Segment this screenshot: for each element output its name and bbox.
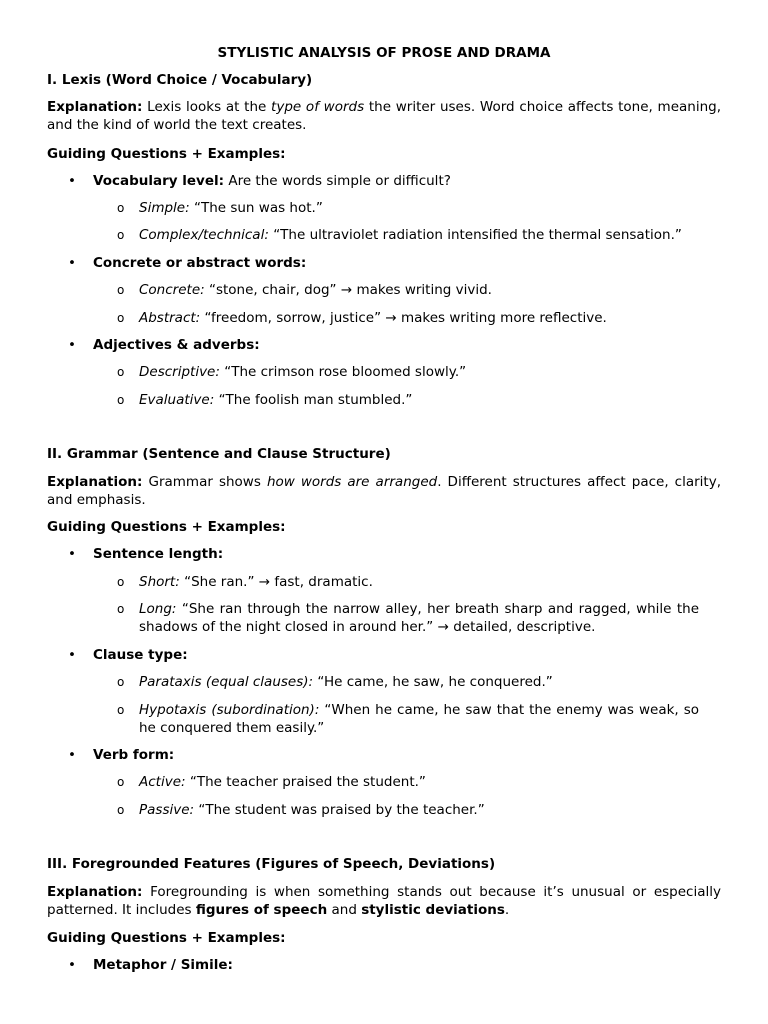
term: Parataxis (equal clauses): — [139, 674, 314, 690]
bullet-label: Verb form: — [93, 747, 175, 763]
bullet-label: Concrete or abstract words: — [93, 255, 307, 271]
circle-bullet-icon: o — [117, 311, 125, 325]
term: Hypotaxis (subordination): — [139, 702, 320, 718]
effect: fast, dramatic. — [274, 574, 373, 590]
bullet-label: Clause type: — [93, 647, 188, 663]
bullet-label: Sentence length: — [93, 546, 224, 562]
bullet-icon: • — [68, 647, 76, 663]
bullet-icon: • — [68, 747, 76, 763]
circle-bullet-icon: o — [117, 775, 125, 789]
bullet-icon: • — [68, 255, 76, 271]
document-title: STYLISTIC ANALYSIS OF PROSE AND DRAMA — [217, 45, 551, 61]
arrow-icon: → — [437, 619, 449, 635]
example: “He came, he saw, he conquered.” — [317, 674, 553, 690]
effect: makes writing vivid. — [356, 282, 492, 298]
term: Abstract: — [139, 310, 201, 326]
arrow-icon: → — [385, 310, 397, 326]
circle-bullet-icon: o — [117, 283, 125, 297]
explanation-text: . Different structures affect pace, clarity, and emphasis. — [47, 474, 722, 508]
bullet-label: Adjectives & adverbs: — [93, 337, 260, 353]
explanation-text: and — [331, 902, 357, 918]
term: Simple: — [139, 200, 190, 216]
bullet-text: Are the words simple or difficult? — [228, 173, 451, 189]
guiding-questions-label: Guiding Questions + Examples: — [47, 519, 286, 535]
explanation-text: . — [504, 902, 510, 918]
arrow-icon: → — [258, 574, 271, 590]
circle-bullet-icon: o — [117, 201, 125, 215]
term: Concrete: — [139, 282, 205, 298]
circle-bullet-icon: o — [117, 602, 125, 616]
explanation-label: Explanation: — [47, 884, 143, 900]
example: “The foolish man stumbled.” — [218, 392, 413, 408]
example: “She ran.” — [184, 574, 255, 590]
circle-bullet-icon: o — [117, 675, 125, 689]
term: Descriptive: — [139, 364, 220, 380]
bullet-label: Metaphor / Simile: — [93, 957, 233, 973]
section-heading-foregrounded: III. Foregrounded Features (Figures of Speech, Deviations) — [47, 856, 496, 872]
section-heading-grammar: II. Grammar (Sentence and Clause Structure) — [47, 446, 391, 462]
example: “She ran through the narrow alley, her breath sharp and ragged, while the shadows of the night closed in around her.” — [139, 601, 699, 635]
example: “The teacher praised the student.” — [189, 774, 426, 790]
explanation-label: Explanation: — [47, 474, 143, 490]
term: Complex/technical: — [139, 227, 269, 243]
example: “The ultraviolet radiation intensified the thermal sensation.” — [273, 227, 682, 243]
bullet-icon: • — [68, 337, 76, 353]
term: Passive: — [139, 802, 195, 818]
section-heading-lexis: I. Lexis (Word Choice / Vocabulary) — [47, 72, 313, 88]
explanation-emphasis: type of words — [271, 99, 365, 115]
circle-bullet-icon: o — [117, 393, 125, 407]
explanation-emphasis: how words are arranged — [266, 474, 438, 490]
explanation-emphasis: figures of speech — [195, 902, 328, 918]
explanation-text: Lexis looks at the — [147, 99, 267, 115]
example: “The crimson rose bloomed slowly.” — [224, 364, 467, 380]
term: Active: — [139, 774, 186, 790]
bullet-icon: • — [68, 957, 76, 973]
example: “freedom, sorrow, justice” — [204, 310, 382, 326]
example: “When he came, he saw that the enemy was weak, so he conquered them easily.” — [139, 702, 700, 736]
example: “The sun was hot.” — [193, 200, 323, 216]
term: Evaluative: — [139, 392, 215, 408]
circle-bullet-icon: o — [117, 365, 125, 379]
bullet-label: Vocabulary level: — [93, 173, 225, 189]
circle-bullet-icon: o — [117, 575, 125, 589]
arrow-icon: → — [340, 282, 353, 298]
circle-bullet-icon: o — [117, 803, 125, 817]
effect: detailed, descriptive. — [453, 619, 596, 635]
explanation-label: Explanation: — [47, 99, 143, 115]
bullet-icon: • — [68, 546, 76, 562]
explanation-text: the writer uses. Word choice affects tone, meaning, and the kind of world the text creates. — [47, 99, 722, 133]
lexis-explanation — [47, 98, 721, 134]
explanation-text: Foregrounding is when something stands out because it’s unusual or especially patterned. It includes — [47, 884, 721, 918]
circle-bullet-icon: o — [117, 703, 125, 717]
foregrounding-explanation — [47, 883, 721, 919]
effect: makes writing more reflective. — [400, 310, 607, 326]
example: “The student was praised by the teacher.” — [198, 802, 485, 818]
guiding-questions-label: Guiding Questions + Examples: — [47, 930, 286, 946]
example: “stone, chair, dog” — [208, 282, 337, 298]
grammar-explanation — [47, 473, 721, 509]
term: Long: — [139, 601, 177, 617]
circle-bullet-icon: o — [117, 228, 125, 242]
bullet-icon: • — [68, 173, 76, 189]
guiding-questions-label: Guiding Questions + Examples: — [47, 146, 286, 162]
explanation-text: Grammar shows — [148, 474, 261, 490]
term: Short: — [139, 574, 180, 590]
explanation-emphasis: stylistic deviations — [361, 902, 505, 918]
